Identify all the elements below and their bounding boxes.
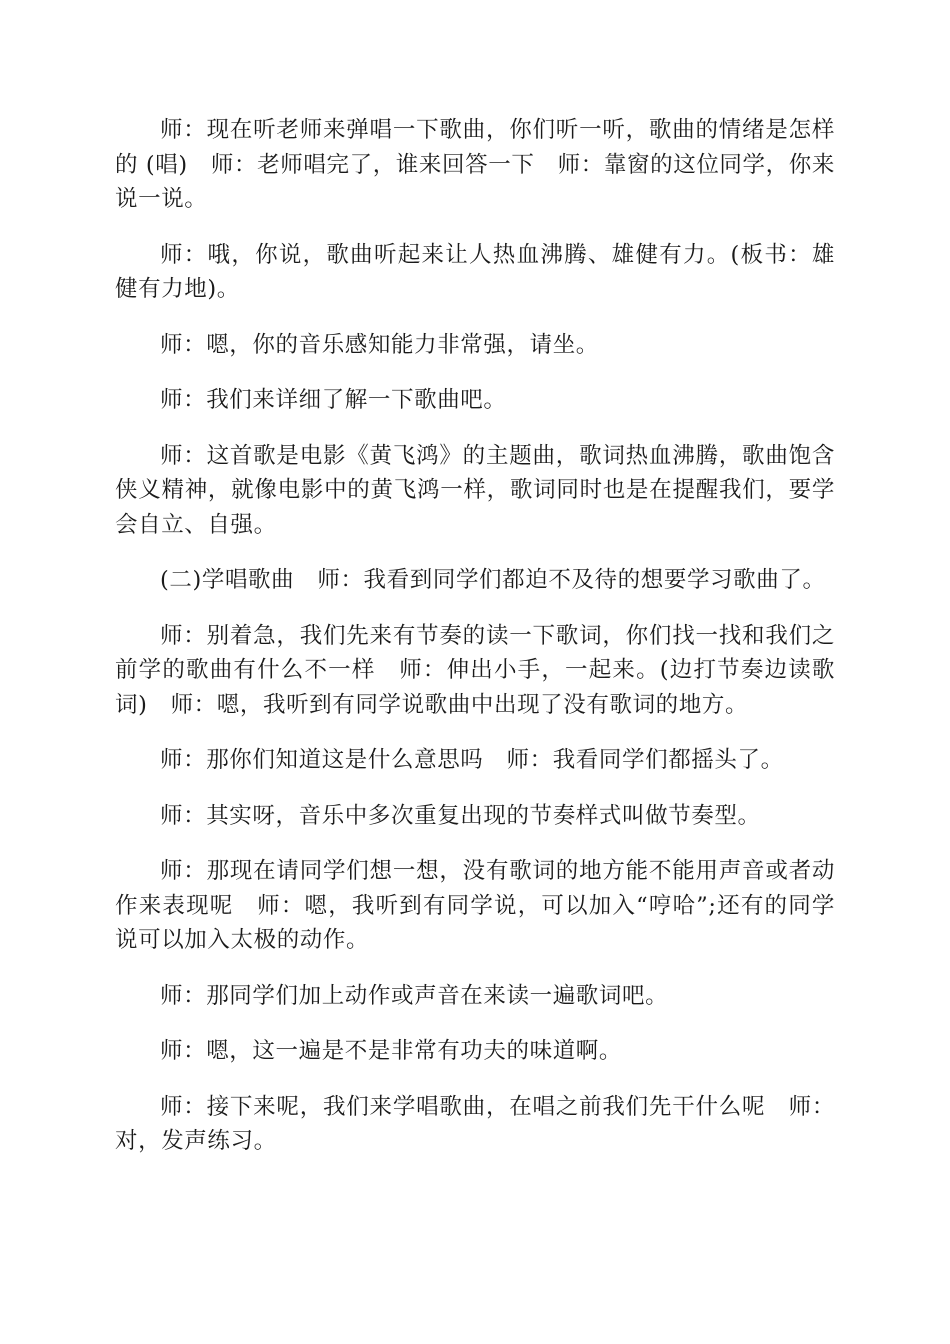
paragraph-11: 师：那同学们加上动作或声音在来读一遍歌词吧。 [160, 982, 669, 1009]
paragraph-5: 师：这首歌是电影《黄飞鸿》的主题曲，歌词热血沸腾，歌曲饱含侠义精神，就像电影中的黄飞鸿一样，歌词同时也是在提醒我们，要学会自立、自强。 [115, 442, 835, 538]
paragraph-1: 师：现在听老师来弹唱一下歌曲，你们听一听，歌曲的情绪是怎样的 (唱) 师：老师唱完了，谁来回答一下 师：靠窗的这位同学，你来说一说。 [115, 117, 835, 212]
paragraph-3: 师：嗯，你的音乐感知能力非常强，请坐。 [160, 331, 599, 358]
paragraph-10: 师：那现在请同学们想一想，没有歌词的地方能不能用声音或者动作来表现呢 师：嗯，我听到有同学说，可以加入“哼哈”;还有的同学说可以加入太极的动作。 [115, 858, 835, 953]
document-body [115, 113, 835, 1180]
paragraph-13: 师：接下来呢，我们来学唱歌曲，在唱之前我们先干什么呢 师：对，发声练习。 [115, 1093, 835, 1154]
paragraph-12: 师：嗯，这一遍是不是非常有功夫的味道啊。 [160, 1038, 623, 1064]
paragraph-7: 师：别着急，我们先来有节奏的读一下歌词，你们找一找和我们之前学的歌曲有什么不一样 师：伸出小手，一起来。(边打节奏边读歌词) 师：嗯，我听到有同学说歌曲中出现了没有歌词的地方。 [115, 622, 835, 718]
paragraph-8: 师：那你们知道这是什么意思吗 师：我看同学们都摇头了。 [160, 747, 784, 773]
paragraph-2: 师：哦，你说，歌曲听起来让人热血沸腾、雄健有力。(板书：雄健有力地)。 [115, 241, 835, 302]
paragraph-9: 师：其实呀，音乐中多次重复出现的节奏样式叫做节奏型。 [160, 802, 761, 829]
paragraph-6: (二)学唱歌曲 师：我看到同学们都迫不及待的想要学习歌曲了。 [160, 567, 826, 593]
paragraph-4: 师：我们来详细了解一下歌曲吧。 [160, 387, 507, 413]
